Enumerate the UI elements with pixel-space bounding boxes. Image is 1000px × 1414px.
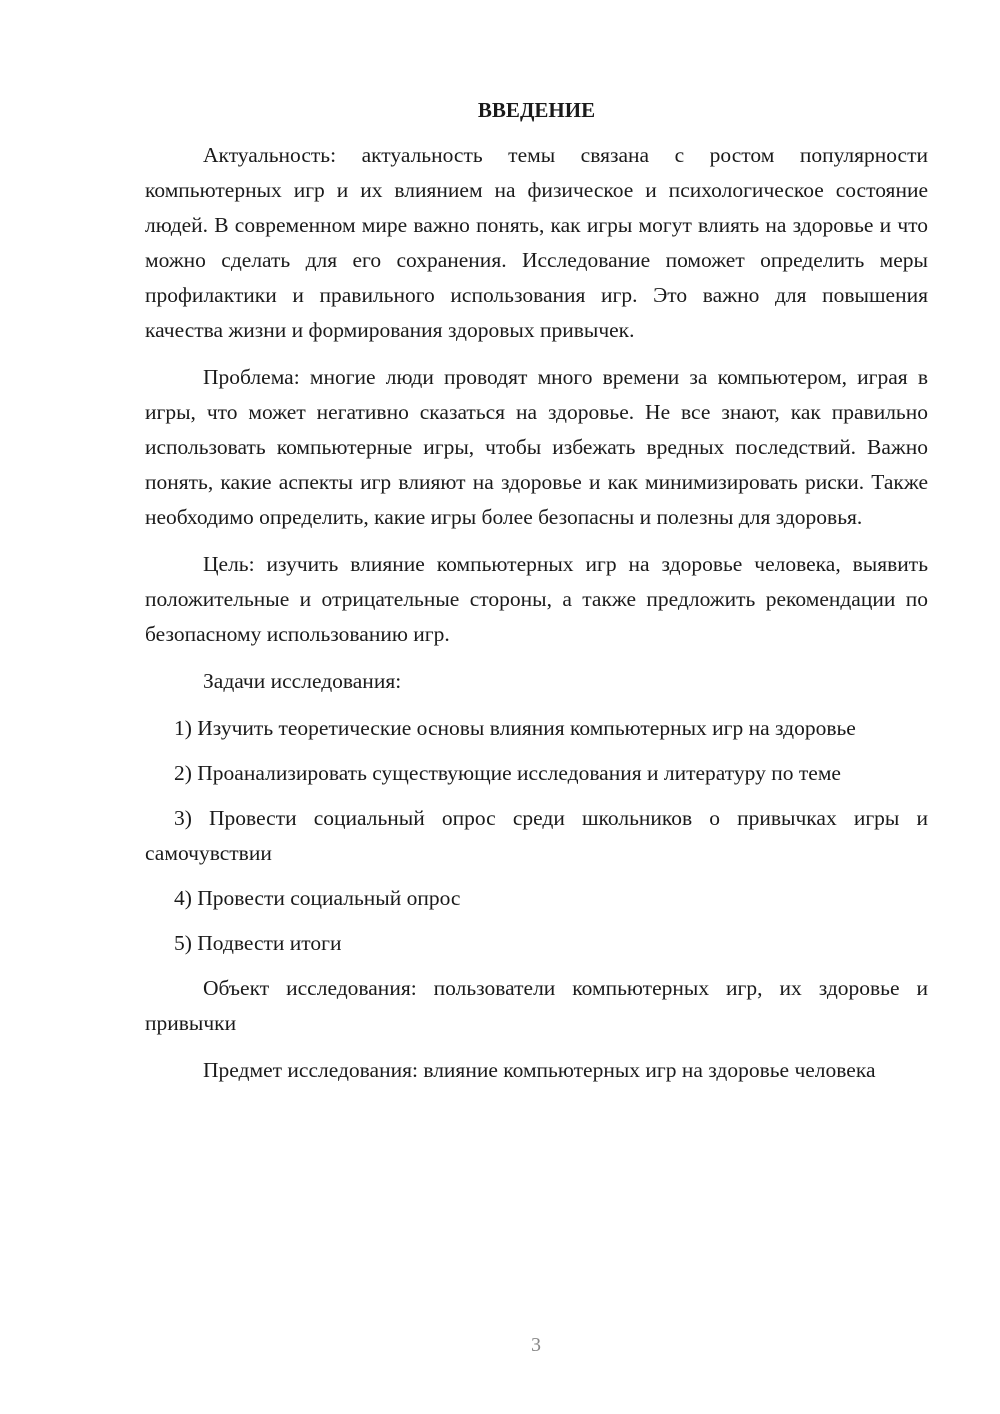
task-item: 5) Подвести итоги [174,931,342,955]
problem-paragraph: Проблема: многие люди проводят много времени за компьютером, играя в игры, что может негативно сказаться на здоровье. Не все знают, как правильно использовать компьютерные игры, чтобы избежать вредных последствий. Важно понять, какие аспекты игр влияют на здоровье и как минимизировать риски. Также необходимо определить, какие игры более безопасны и полезны для здоровья. [145,365,928,529]
task-item: 4) Провести социальный опрос [174,886,461,910]
task-item: 2) Проанализировать существующие исследования и литературу по теме [174,761,841,785]
tasks-list [145,711,928,961]
relevance-paragraph: Актуальность: актуальность темы связана с ростом популярности компьютерных игр и их влиянием на физическое и психологическое состояние людей. В современном мире важно понять, как игры могут влиять на здоровье и что можно сделать для его сохранения. Исследование поможет определить меры профилактики и правильного использования игр. Это важно для повышения качества жизни и формирования здоровых привычек. [145,143,928,342]
task-item: 1) Изучить теоретические основы влияния компьютерных игр на здоровье [174,716,856,740]
subject-paragraph: Предмет исследования: влияние компьютерных игр на здоровье человека [203,1058,876,1082]
page-number: 3 [531,1334,541,1356]
object-paragraph: Объект исследования: пользователи компьютерных игр, их здоровье и привычки [145,976,928,1035]
tasks-title: Задачи исследования: [203,669,402,693]
document-page [145,96,928,1100]
task-item: 3) Провести социальный опрос среди школьников о привычках игры и самочувствии [145,806,928,865]
page-title: ВВЕДЕНИЕ [477,98,596,122]
goal-paragraph: Цель: изучить влияние компьютерных игр на здоровье человека, выявить положительные и отрицательные стороны, а также предложить рекомендации по безопасному использованию игр. [145,552,928,646]
